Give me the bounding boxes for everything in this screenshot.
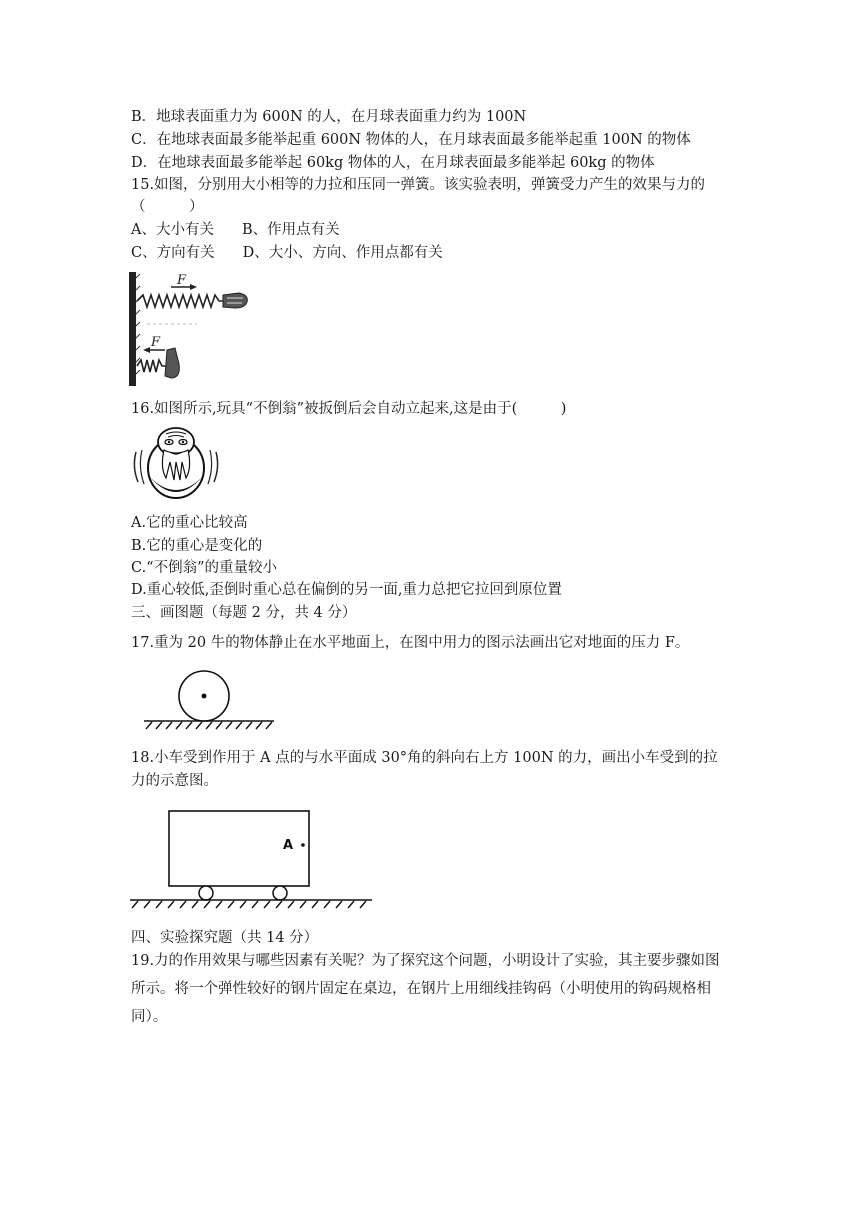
cart-wheel-left xyxy=(199,886,213,900)
q19-stem: 19.力的作用效果与哪些因素有关呢？为了探究这个问题，小明设计了实验，其主要步骤如图所示。将一个弹性较好的钢片固定在桌边，在钢片上用细线挂钩码（小明使用的钩码规格相同）。 xyxy=(131,953,720,1025)
q15-spring-figure xyxy=(127,268,252,390)
section4-heading: 四、实验探究题（共 14 分） xyxy=(131,930,319,946)
q16-option-d: D.重心较低,歪倒时重心总在偏倒的另一面,重力总把它拉回到原位置 xyxy=(131,582,562,598)
q16-option-a: A.它的重心比较高 xyxy=(131,515,248,531)
q15-options-row1 xyxy=(131,221,340,239)
q15-option-a: A、大小有关 xyxy=(131,222,214,238)
q15-option-d: D、大小、方向、作用点都有关 xyxy=(242,245,443,261)
q14-option-d: D．在地球表面最多能举起 60kg 物体的人，在月球表面最多能举起 60kg 的物体 xyxy=(131,155,655,171)
hand-pushing xyxy=(165,348,179,378)
spring-stretched xyxy=(137,295,223,307)
cart-wheel-right xyxy=(273,886,287,900)
force-label-top: F xyxy=(177,273,187,288)
q14-option-c: C．在地球表面最多能举起重 600N 物体的人，在月球表面最多能举起重 100N 的物体 xyxy=(131,132,691,148)
force-label-bottom: F xyxy=(151,335,161,350)
q17-stem: 17.重为 20 牛的物体静止在水平地面上，在图中用力的图示法画出它对地面的压力 F。 xyxy=(131,635,690,651)
point-a-label: A xyxy=(283,838,294,853)
ball-center-point xyxy=(202,694,207,699)
q18-stem-line2: 力的示意图。 xyxy=(131,773,218,789)
q15-stem-line2: （ ） xyxy=(131,199,204,215)
q14-option-b: B．地球表面重力为 600N 的人，在月球表面重力约为 100N xyxy=(131,109,527,125)
hand-pulling xyxy=(223,293,247,308)
q15-stem-line1: 15.如图，分别用大小相等的力拉和压同一弹簧。该实验表明，弹簧受力产生的效果与力的 xyxy=(131,177,706,193)
q16-option-b: B.它的重心是变化的 xyxy=(131,538,263,554)
point-a xyxy=(301,843,305,847)
wall xyxy=(129,272,136,386)
spring-compressed xyxy=(137,360,167,372)
q15-option-c: C、方向有关 xyxy=(131,245,215,261)
q17-ball-figure xyxy=(142,668,276,732)
q18-cart-figure xyxy=(128,808,374,912)
q15-options-row2 xyxy=(131,244,443,262)
q16-stem: 16.如图所示,玩具“不倒翁”被扳倒后会自动立起来,这是由于( ) xyxy=(131,401,567,417)
q18-stem-line1: 18.小车受到作用于 A 点的与水平面成 30°角的斜向右上方 100N 的力，画出小车受到的拉 xyxy=(131,750,718,766)
q15-option-b: B、作用点有关 xyxy=(241,222,340,238)
section3-heading: 三、画图题（每题 2 分，共 4 分） xyxy=(131,605,357,621)
q16-option-c: C.“不倒翁”的重量较小 xyxy=(131,560,278,576)
q16-tumbler-figure xyxy=(130,422,222,500)
